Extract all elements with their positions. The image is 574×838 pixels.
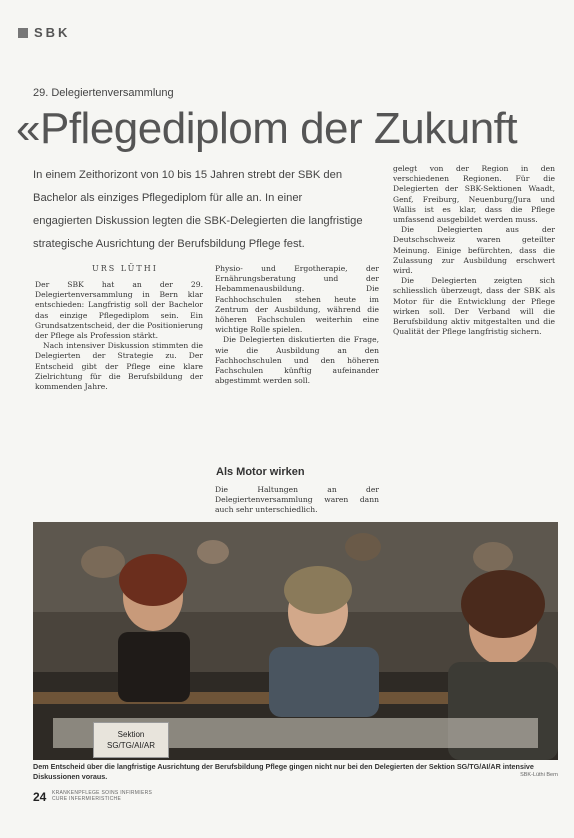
brand-square-icon <box>18 28 28 38</box>
body-paragraph: Die Delegierten diskutierten die Frage, wie die Ausbildung an den Fachhochschulen und den höheren Fachschulen künftig aufeinander abgestimmt werden soll. <box>215 335 379 386</box>
article-kicker: 29. Delegiertenversammlung <box>33 87 174 99</box>
article-headline: «Pflegediplom der Zukunft <box>16 104 518 153</box>
body-paragraph: Der SBK hat an der 29. Delegiertenversammlung in Bern klar entschieden: Langfristig soll der Bachelor das einzige Pflegediplom sein. Ein Grundsatzentscheid, der die Positionierung der Pflege als Profession stärkt. <box>35 280 203 341</box>
article-lead: In einem Zeithorizont von 10 bis 15 Jahren strebt der SBK den Bachelor als einziges Pflegediplom für alle an. In einer engagierten Diskussion legten die SBK-Delegierten die langfristige strategische Ausrichtung der Berufsbildung Pflege fest. <box>33 169 363 250</box>
article-author: URS LÜTHI <box>92 264 158 273</box>
body-paragraph: Die Delegierten zeigten sich schliesslich überzeugt, dass der SBK als Motor für die Entwicklung der Pflege wirken soll. Der Verband will die Berufsbildung aktiv mitgestalten und die Qualität der Pflege langfristig sichern. <box>393 276 555 337</box>
body-paragraph: Die Haltungen an der Delegiertenversammlung waren dann auch sehr unterschiedlich. <box>215 485 379 515</box>
body-column-2 <box>215 264 379 464</box>
photo-caption: Dem Entscheid über die langfristige Ausrichtung der Berufsbildung Pflege gingen nicht nur bei den Delegierten der Sektion SG/TG/AI/AR intensive Diskussionen voraus. <box>33 762 534 781</box>
footer-line: KRANKENPFLEGE SOINS INFIRMIERS <box>52 790 153 796</box>
section-subhead: Als Motor wirken <box>216 466 305 478</box>
body-column-1 <box>35 280 203 542</box>
footer-publication <box>52 790 152 802</box>
footer-line: CURE INFERMIERISTICHE <box>52 796 122 802</box>
article-photo <box>33 522 558 760</box>
body-paragraph: Die Delegierten aus der Deutschschweiz waren geteilter Meinung. Einige befürchten, dass die Zulassung zur Ausbildung erschwert wird. <box>393 225 555 276</box>
page-number: 24 <box>33 790 47 804</box>
body-column-3 <box>393 164 555 534</box>
body-paragraph: gelegt von der Region in den verschiedenen Regionen. Für die Delegierten der SBK-Sektionen Waadt, Genf, Freiburg, Neuenburg/Jura und Wallis ist es klar, dass die Pflege umfassend ausgebildet werden muss. <box>393 164 555 225</box>
brand-bar <box>18 25 70 40</box>
body-paragraph: Physio- und Ergotherapie, der Ernährungsberatung und der Hebammenausbildung. Die Fachhochschulen stehen heute im Zentrum der Ausbildung, während die höheren Fachschulen weiterhin eine wichtige Rolle spielen. <box>215 264 379 335</box>
photo-section-sign: Sektion SG/TG/AI/AR <box>93 722 169 758</box>
photo-credit: SBK-Lüthi Bern <box>520 772 558 778</box>
body-paragraph: Nach intensiver Diskussion stimmten die Delegierten der Strategie zu. Der Entscheid gibt der Pflege eine klare Zielrichtung für die Berufsbildung der kommenden Jahre. <box>35 341 203 392</box>
brand-label: SBK <box>34 25 71 40</box>
